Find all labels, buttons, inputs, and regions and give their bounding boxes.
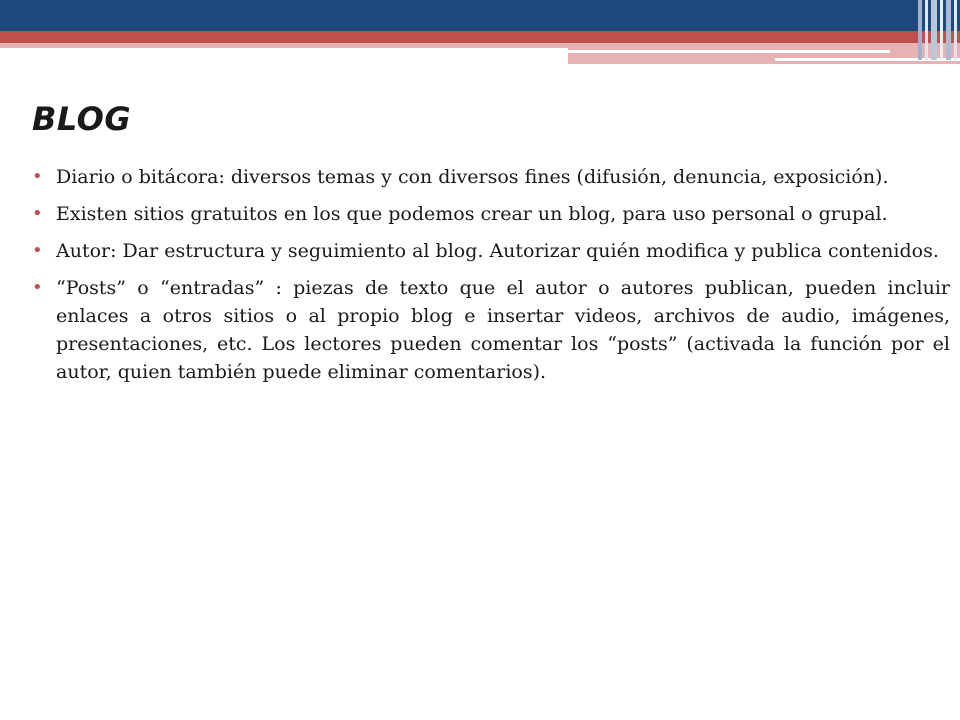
header-accent-line — [568, 50, 890, 53]
corner-stripe — [918, 0, 922, 60]
bullet-text: Existen sitios gratuitos en los que podemos crear un blog, para uso personal o grupal. — [56, 203, 888, 225]
bullet-text: Diario o bitácora: diversos temas y con diversos fines (difusión, denuncia, exposición). — [56, 166, 889, 188]
bullet-icon: • — [32, 277, 43, 298]
corner-stripe — [931, 0, 937, 60]
corner-stripe — [925, 0, 928, 60]
bullet-icon: • — [32, 203, 43, 224]
header-band-blue — [0, 0, 960, 31]
header-band-red — [0, 31, 960, 43]
bullet-list — [32, 163, 950, 395]
bullet-item — [32, 237, 950, 265]
bullet-item — [32, 163, 950, 191]
bullet-text: “Posts” o “entradas” : piezas de texto que el autor o autores publican, pueden incluir enlaces a otros sitios o al propio blog e insertar videos, archivos de audio, imágenes, presentaciones, etc. Los lectores pueden comentar los “posts” (activada la función por el autor, quien también puede eliminar comentarios). — [56, 277, 950, 383]
bullet-icon: • — [32, 166, 43, 187]
slide-title: BLOG — [32, 100, 132, 138]
corner-stripe — [946, 0, 951, 60]
corner-stripe — [940, 0, 943, 60]
bullet-text: Autor: Dar estructura y seguimiento al blog. Autorizar quién modifica y publica contenidos. — [56, 240, 939, 262]
bullet-item — [32, 274, 950, 386]
bullet-item — [32, 200, 950, 228]
bullet-icon: • — [32, 240, 43, 261]
corner-stripe — [954, 0, 957, 60]
